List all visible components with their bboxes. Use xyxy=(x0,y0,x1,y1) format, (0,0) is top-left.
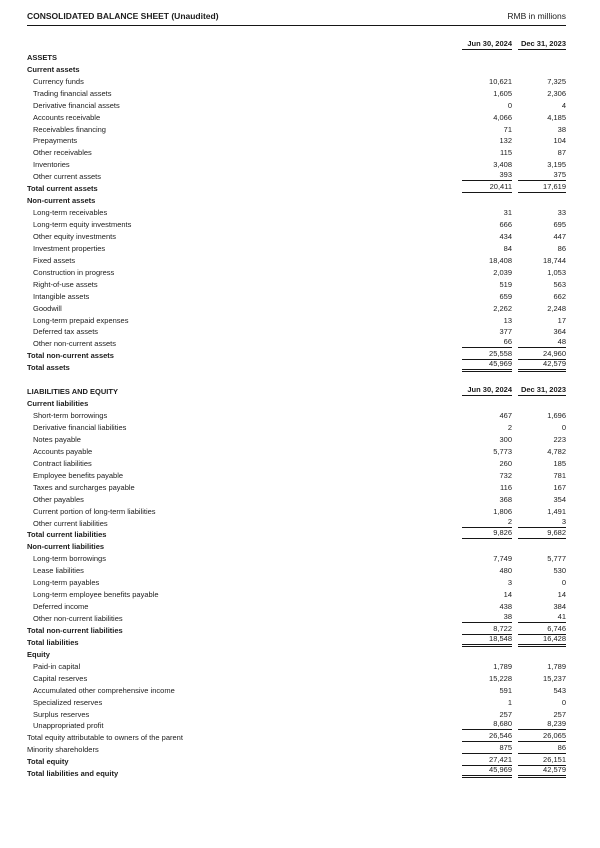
value-col1: 10,621 xyxy=(489,76,512,86)
row-label: Accounts receivable xyxy=(33,112,101,122)
value-col2: 48 xyxy=(518,337,566,348)
value-col2: 695 xyxy=(553,220,566,229)
value-col2: 38 xyxy=(557,124,566,134)
value-col2: 4,782 xyxy=(547,446,566,456)
value-col2: 1,053 xyxy=(547,267,566,277)
table-row xyxy=(27,193,566,205)
row-label: Deferred tax assets xyxy=(33,327,99,337)
row-label: Fixed assets xyxy=(33,255,76,265)
row-label: Other current liabilities xyxy=(33,518,108,528)
table-row xyxy=(27,74,566,86)
value-col1: 732 xyxy=(499,470,512,480)
value-col2: 257 xyxy=(553,709,566,719)
value-col1: 1,789 xyxy=(493,661,512,671)
row-label: Derivative financial assets xyxy=(33,100,120,110)
row-label: Taxes and surcharges payable xyxy=(33,482,135,492)
value-col1: Jun 30, 2024 xyxy=(462,39,512,50)
table-row xyxy=(27,313,566,325)
row-label: Total current liabilities xyxy=(27,530,107,540)
table-row xyxy=(27,480,566,492)
value-col1: 20,411 xyxy=(462,182,512,193)
table-row xyxy=(27,277,566,289)
row-label: Contract liabilities xyxy=(33,458,92,468)
table-row xyxy=(27,122,566,134)
value-col2: 0 xyxy=(561,423,566,432)
page-title: CONSOLIDATED BALANCE SHEET (Unaudited) xyxy=(27,11,219,21)
row-label: Other receivables xyxy=(33,148,92,158)
table-row xyxy=(27,420,566,432)
value-col2: 167 xyxy=(553,482,566,492)
value-col2: 364 xyxy=(553,327,566,337)
row-label: Current liabilities xyxy=(27,399,89,409)
value-col2: 16,428 xyxy=(518,634,566,647)
table-row xyxy=(27,62,566,74)
table-row xyxy=(27,730,566,742)
row-label: Other non-current liabilities xyxy=(33,614,123,623)
row-label: Long-term employee benefits payable xyxy=(33,590,159,600)
value-col2: 9,682 xyxy=(518,528,566,539)
row-label: Total liabilities xyxy=(27,637,79,647)
row-label: Accumulated other comprehensive income xyxy=(33,685,175,695)
row-label: Trading financial assets xyxy=(33,88,112,98)
value-col2: 563 xyxy=(553,279,566,289)
value-col2: 26,065 xyxy=(518,731,566,742)
value-col2: 104 xyxy=(553,136,566,146)
value-col2: 354 xyxy=(553,494,566,504)
value-col1: 591 xyxy=(499,685,512,695)
table-row xyxy=(27,396,566,408)
value-col1: 2 xyxy=(507,423,512,432)
row-label: Short-term borrowings xyxy=(33,411,108,421)
value-col2: 3 xyxy=(518,517,566,528)
table-row xyxy=(27,671,566,683)
row-label: Investment properties xyxy=(33,243,106,253)
row-label: Long-term payables xyxy=(33,578,100,588)
table-row xyxy=(27,50,566,62)
value-col1: 7,749 xyxy=(493,554,512,564)
row-label: Current assets xyxy=(27,64,80,74)
value-col1: 45,969 xyxy=(462,765,512,778)
row-label: Surplus reserves xyxy=(33,709,90,719)
table-row xyxy=(27,253,566,265)
value-col1: 84 xyxy=(503,243,512,253)
value-col2: 185 xyxy=(553,458,566,468)
table-row xyxy=(27,384,566,396)
row-label: Derivative financial liabilities xyxy=(33,423,127,432)
value-col2: 33 xyxy=(557,208,566,218)
value-col1: 519 xyxy=(499,279,512,289)
value-col2: 87 xyxy=(557,148,566,158)
row-label: Long-term receivables xyxy=(33,208,108,218)
table-row xyxy=(27,336,566,348)
row-label: Unappropriated profit xyxy=(33,721,104,731)
value-col1: 18,548 xyxy=(462,634,512,647)
value-col2: 5,777 xyxy=(547,554,566,564)
value-col1: 2,039 xyxy=(493,267,512,277)
row-label: LIABILITIES AND EQUITY xyxy=(27,387,118,397)
row-label: Goodwill xyxy=(33,303,62,313)
value-col2: Dec 31, 2023 xyxy=(518,39,566,50)
value-col2: 86 xyxy=(518,743,566,754)
value-col1: 0 xyxy=(507,100,512,110)
table-row xyxy=(27,432,566,444)
value-col1: 9,826 xyxy=(462,528,512,539)
value-col2: 1,696 xyxy=(547,411,566,421)
table-row xyxy=(27,86,566,98)
value-col2: 781 xyxy=(553,470,566,480)
value-col1: 1,605 xyxy=(493,88,512,98)
value-col1: 71 xyxy=(503,124,512,134)
value-col2: 1,491 xyxy=(547,506,566,516)
table-row xyxy=(27,110,566,122)
row-label: Accounts payable xyxy=(33,446,93,456)
row-label: Receivables financing xyxy=(33,124,106,134)
row-label: Inventories xyxy=(33,160,70,170)
row-label: Current portion of long-term liabilities xyxy=(33,506,156,516)
table-row xyxy=(27,325,566,337)
row-label: Total current assets xyxy=(27,184,98,194)
value-col1: 2,262 xyxy=(493,303,512,313)
value-col1: 377 xyxy=(499,327,512,337)
row-label: Other equity investments xyxy=(33,231,116,241)
table-row xyxy=(27,611,566,623)
row-label: ASSETS xyxy=(27,52,58,62)
value-col2: Dec 31, 2023 xyxy=(518,385,566,396)
value-col1: 368 xyxy=(499,494,512,504)
value-col2: 18,744 xyxy=(543,255,566,265)
table-row xyxy=(27,516,566,528)
table-row xyxy=(27,635,566,647)
value-col1: 659 xyxy=(499,291,512,301)
value-col1: 875 xyxy=(462,743,512,754)
value-col1: 4,066 xyxy=(493,112,512,122)
value-col1: 8,680 xyxy=(462,719,512,730)
table-row xyxy=(27,587,566,599)
value-col2: 4,185 xyxy=(547,112,566,122)
value-col1: 1,806 xyxy=(493,506,512,516)
value-col1: 13 xyxy=(503,315,512,325)
value-col2: 0 xyxy=(561,578,566,588)
value-col1: 38 xyxy=(462,612,512,623)
value-col2: 15,237 xyxy=(543,673,566,683)
table-row xyxy=(27,563,566,575)
value-col2: 530 xyxy=(553,566,566,576)
table-row xyxy=(27,504,566,516)
value-col1: 66 xyxy=(462,337,512,348)
row-label: Long-term borrowings xyxy=(33,554,106,564)
value-col2: 4 xyxy=(561,100,566,110)
table-row xyxy=(27,528,566,540)
balance-sheet-table xyxy=(27,38,566,778)
value-col1: 132 xyxy=(499,136,512,146)
value-col1: 15,228 xyxy=(489,673,512,683)
value-col2: 662 xyxy=(553,291,566,301)
value-col2: 1,789 xyxy=(547,661,566,671)
value-col2: 26,151 xyxy=(518,755,566,766)
row-label: Deferred income xyxy=(33,602,89,612)
row-label: Non-current assets xyxy=(27,196,96,206)
table-row xyxy=(27,229,566,241)
row-label: Paid-in capital xyxy=(33,661,81,671)
value-col2: 17,619 xyxy=(518,182,566,193)
table-row xyxy=(27,241,566,253)
table-row xyxy=(27,301,566,313)
value-col2: 17 xyxy=(557,315,566,325)
value-col1: 45,969 xyxy=(462,359,512,372)
table-row xyxy=(27,707,566,719)
row-label: Total equity xyxy=(27,757,69,767)
value-col2: 8,239 xyxy=(518,719,566,730)
row-label: Long-term prepaid expenses xyxy=(33,315,129,325)
row-label: Prepayments xyxy=(33,136,78,146)
unit-label: RMB in millions xyxy=(507,11,566,21)
table-row xyxy=(27,539,566,551)
table-row xyxy=(27,719,566,731)
value-col2: 7,325 xyxy=(547,76,566,86)
value-col2: 86 xyxy=(557,243,566,253)
row-label: Minority shareholders xyxy=(27,745,99,755)
value-col1: 300 xyxy=(499,434,512,444)
table-row xyxy=(27,456,566,468)
value-col2: 447 xyxy=(553,231,566,241)
table-row xyxy=(27,742,566,754)
row-label: Notes payable xyxy=(33,434,81,444)
table-row xyxy=(27,205,566,217)
table-row xyxy=(27,134,566,146)
table-row xyxy=(27,169,566,181)
value-col2: 24,960 xyxy=(518,349,566,360)
value-col2: 2,248 xyxy=(547,303,566,313)
table-row xyxy=(27,599,566,611)
value-col1: 666 xyxy=(499,220,512,229)
value-col2: 543 xyxy=(553,685,566,695)
table-row xyxy=(27,575,566,587)
row-label: Total assets xyxy=(27,363,70,373)
table-row xyxy=(27,181,566,193)
value-col1: 480 xyxy=(499,566,512,576)
value-col2: 0 xyxy=(561,697,566,707)
table-row xyxy=(27,551,566,563)
value-col1: 1 xyxy=(507,697,512,707)
row-label: Currency funds xyxy=(33,76,84,86)
value-col2: 3,195 xyxy=(547,160,566,170)
table-row xyxy=(27,38,566,50)
row-label: Construction in progress xyxy=(33,267,115,277)
row-label: Other payables xyxy=(33,494,84,504)
table-row xyxy=(27,695,566,707)
table-row xyxy=(27,766,566,778)
value-col1: 260 xyxy=(499,458,512,468)
value-col1: 467 xyxy=(499,411,512,421)
row-label: Right-of-use assets xyxy=(33,279,98,289)
table-row xyxy=(27,444,566,456)
row-label: Total liabilities and equity xyxy=(27,769,119,779)
table-row xyxy=(27,145,566,157)
table-row xyxy=(27,157,566,169)
value-col1: 438 xyxy=(499,602,512,612)
row-label: Total non-current assets xyxy=(27,351,114,361)
row-label: Non-current liabilities xyxy=(27,542,105,552)
table-row xyxy=(27,492,566,504)
value-col1: 14 xyxy=(503,590,512,600)
row-label: Lease liabilities xyxy=(33,566,84,576)
table-row xyxy=(27,659,566,671)
value-col1: 115 xyxy=(500,148,512,158)
value-col2: 42,579 xyxy=(518,765,566,778)
row-label: Intangible assets xyxy=(33,291,90,301)
row-label: Total equity attributable to owners of the parent xyxy=(27,733,183,743)
value-col1: 3 xyxy=(507,578,512,588)
table-row xyxy=(27,289,566,301)
row-label: Employee benefits payable xyxy=(33,470,124,480)
value-col1: 116 xyxy=(500,482,512,492)
value-col1: 3,408 xyxy=(493,160,512,170)
row-label: Other non-current assets xyxy=(33,339,116,349)
value-col1: 25,558 xyxy=(462,349,512,360)
value-col2: 14 xyxy=(557,590,566,600)
table-row xyxy=(27,360,566,372)
row-label: Other current assets xyxy=(33,172,101,182)
value-col2: 6,746 xyxy=(518,624,566,635)
value-col2: 223 xyxy=(553,434,566,444)
document-header xyxy=(27,11,566,26)
value-col1: 2 xyxy=(462,517,512,528)
value-col2: 375 xyxy=(518,170,566,181)
value-col2: 2,306 xyxy=(547,88,566,98)
value-col2: 384 xyxy=(553,602,566,612)
table-row xyxy=(27,98,566,110)
table-row xyxy=(27,265,566,277)
table-row xyxy=(27,647,566,659)
table-row xyxy=(27,408,566,420)
row-label: Long-term equity investments xyxy=(33,220,132,229)
value-col1: 257 xyxy=(499,709,512,719)
value-col1: 393 xyxy=(462,170,512,181)
value-col2: 41 xyxy=(518,612,566,623)
value-col1: 5,773 xyxy=(493,446,512,456)
row-label: Equity xyxy=(27,649,50,659)
value-col2: 42,579 xyxy=(518,359,566,372)
value-col1: 18,408 xyxy=(489,255,512,265)
row-label: Total non-current liabilities xyxy=(27,625,123,635)
value-col1: 31 xyxy=(503,208,512,218)
value-col1: 26,546 xyxy=(462,731,512,742)
value-col1: 27,421 xyxy=(462,755,512,766)
table-row xyxy=(27,217,566,229)
value-col1: Jun 30, 2024 xyxy=(462,385,512,396)
table-row xyxy=(27,683,566,695)
row-label: Capital reserves xyxy=(33,673,88,683)
value-col1: 8,722 xyxy=(462,624,512,635)
table-row xyxy=(27,468,566,480)
value-col1: 434 xyxy=(499,231,512,241)
row-label: Specialized reserves xyxy=(33,697,103,707)
